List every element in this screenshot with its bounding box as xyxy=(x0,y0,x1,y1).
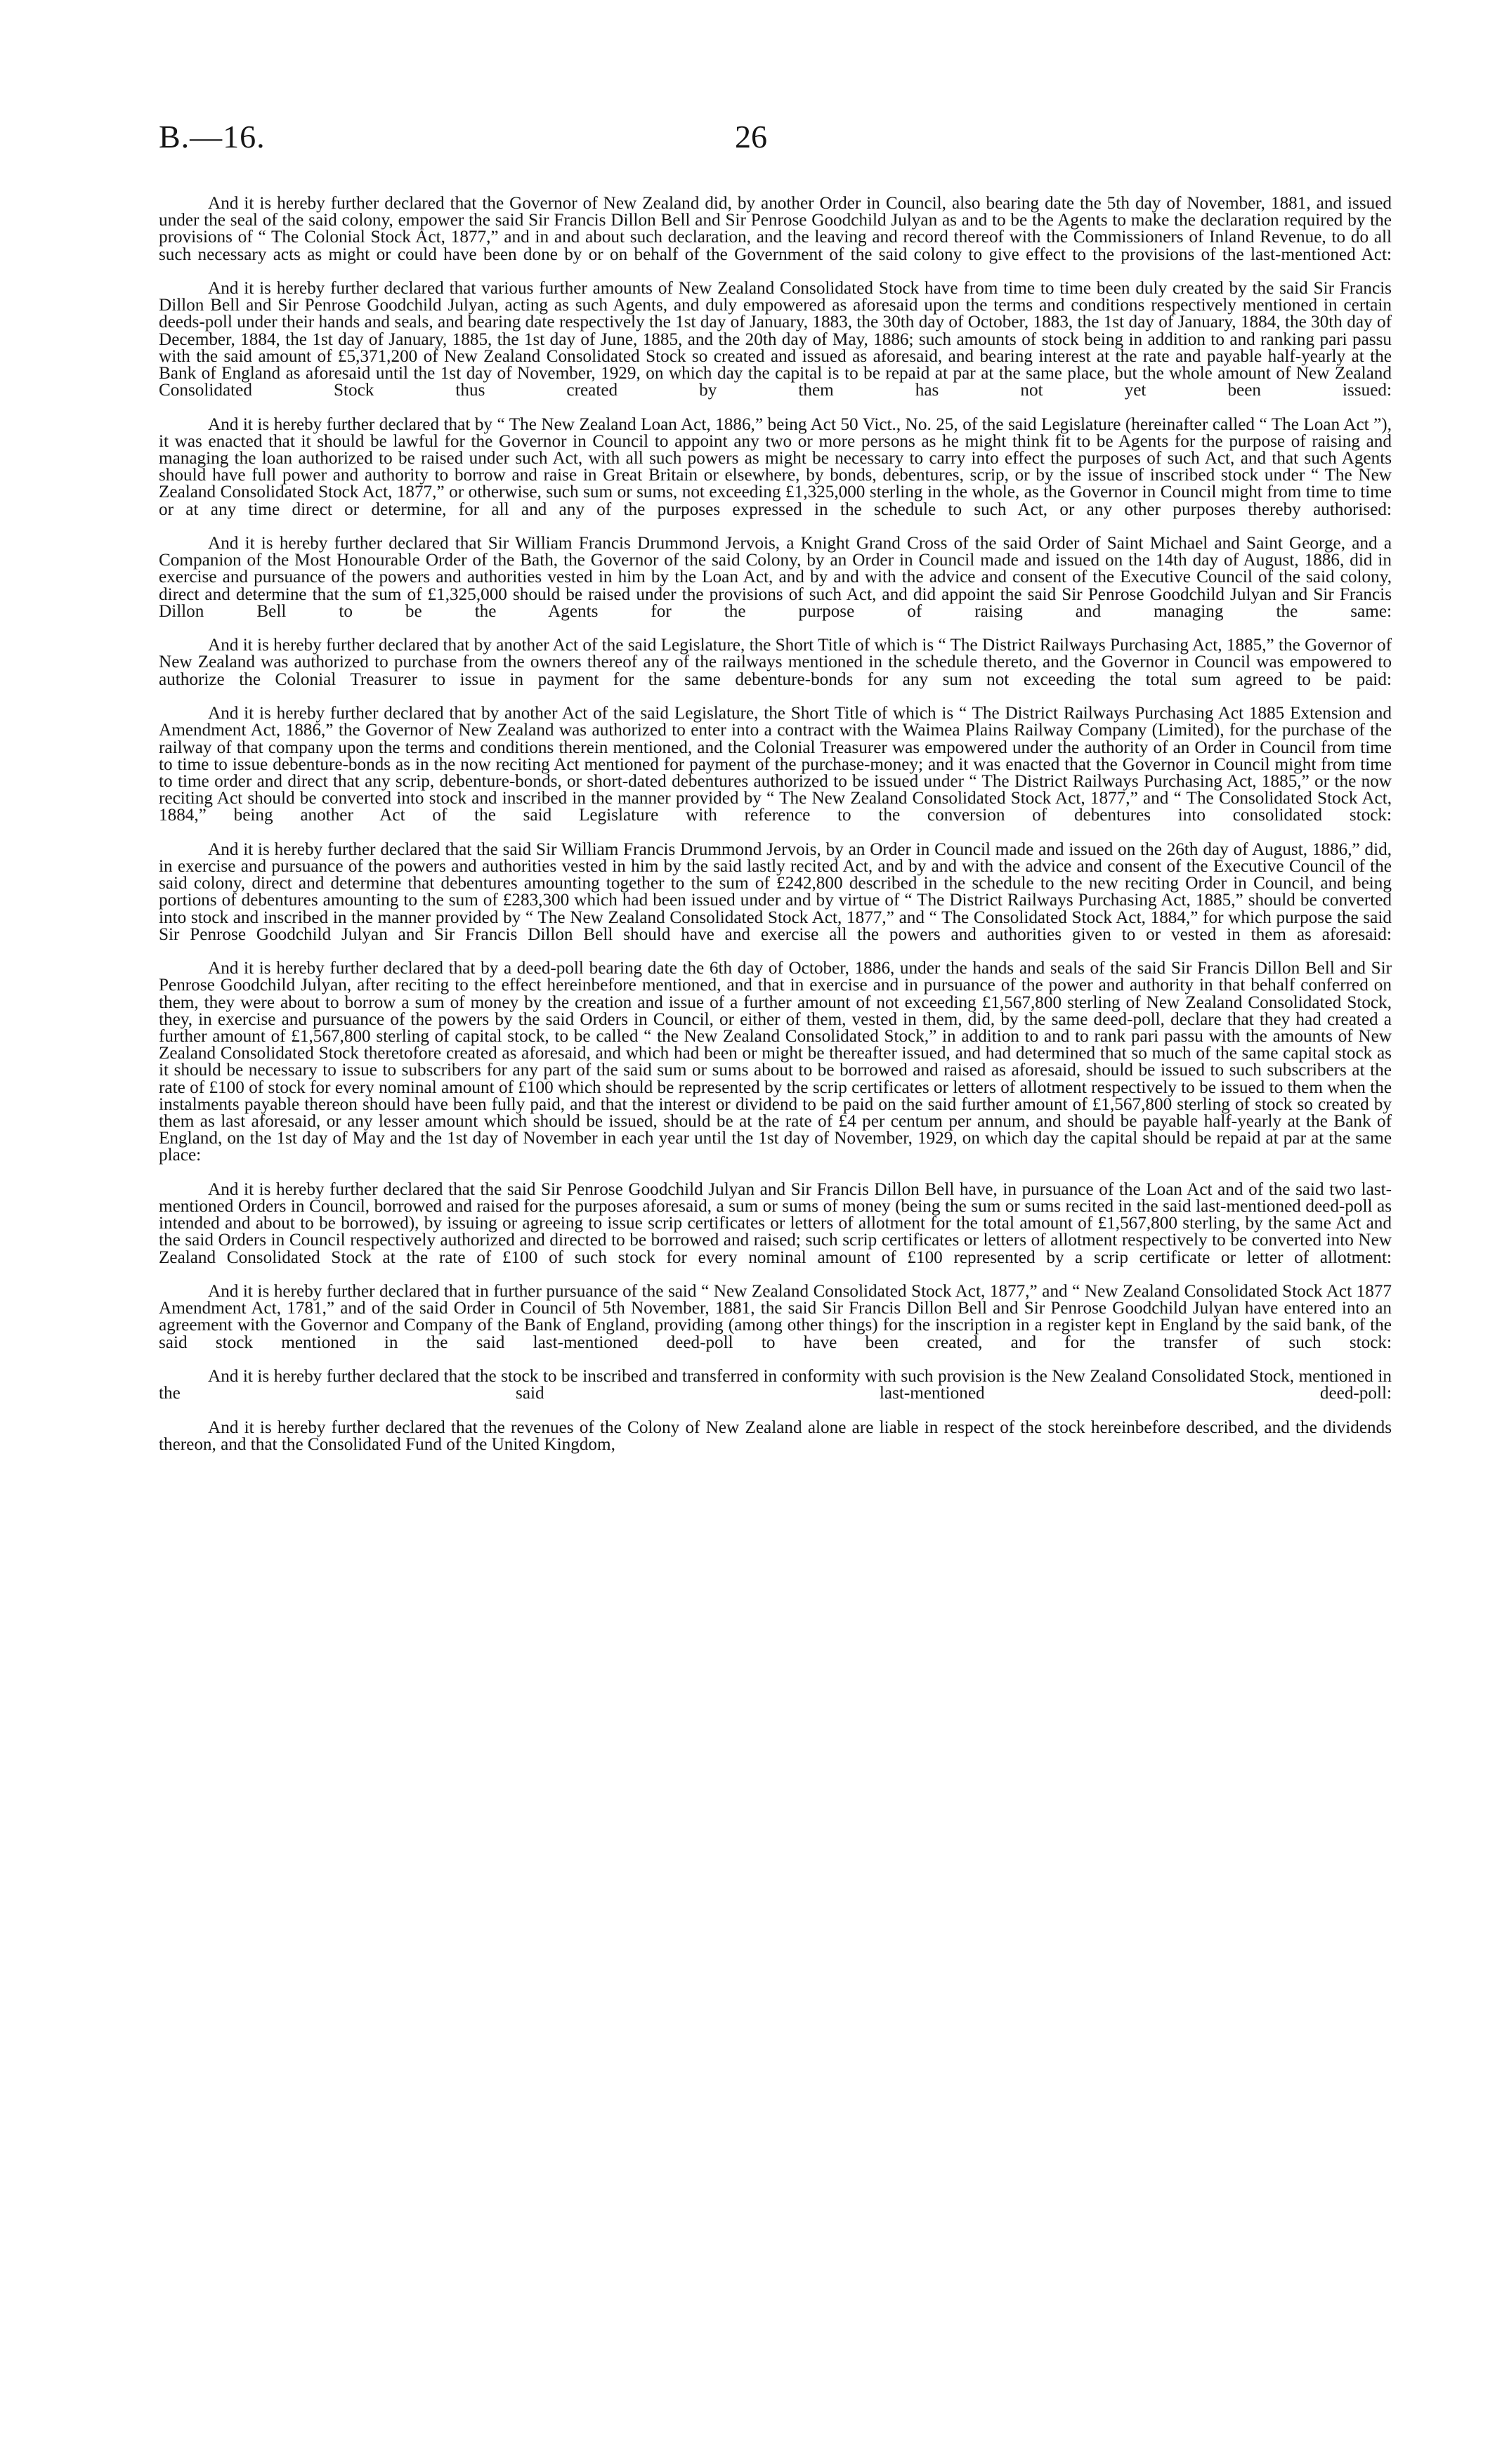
page-number: 26 xyxy=(735,119,767,155)
document-body xyxy=(159,195,1392,1453)
paragraph: And it is hereby further declared that Sir William Francis Drummond Jervois, a Knight Grand Cross of the said Order of Saint Michael and Saint George, and a Companion of the Most Honourable Order of the Bath, the Governor of the said Colony, by an Order in Council made and issued on the 14th day of August, 1886, did in exercise and pursuance of the powers and authorities vested in him by the Loan Act, and by and with the advice and consent of the Executive Council of the said colony, direct and determine that the sum of £1,325,000 should be raised under the provisions of such Act, and did appoint the said Sir Penrose Goodchild Julyan and Sir Francis Dillon Bell to be the Agents for the purpose of raising and managing the same: xyxy=(159,534,1392,621)
paragraph: And it is hereby further declared that by another Act of the said Legislature, the Short Title of which is “ The District Railways Purchasing Act, 1885,” the Governor of New Zealand was authorized to purchase from the owners thereof any of the railways mentioned in the schedule thereto, and the Governor in Council was empowered to authorize the Colonial Treasurer to issue in payment for the same debenture-bonds for any sum not exceeding the total sum agreed to be paid: xyxy=(159,636,1392,689)
page-header xyxy=(159,118,1343,160)
paragraph: And it is hereby further declared that by a deed-poll bearing date the 6th day of October, 1886, under the hands and seals of the said Sir Francis Dillon Bell and Sir Penrose Goodchild Julyan, after reciting to the effect hereinbefore mentioned, and that in exercise and in pursuance of the power and authority in that behalf conferred on them, they were about to borrow a sum of money by the creation and issue of a further amount of not exceeding £1,567,800 sterling of New Zealand Consolidated Stock, they, in exercise and pursuance of the powers by the said Orders in Council, or either of them, vested in them, did, by the same deed-poll, declare that they had created a further amount of £1,567,800 sterling of capital stock, to be called “ the New Zealand Consolidated Stock,” in addition to and to rank pari passu with the amounts of New Zealand Consolidated Stock theretofore created as aforesaid, and which had been or might be thereafter issued, and had determined that so much of the same capital stock as it should be necessary to issue to subscribers for any part of the said sum or sums about to be borrowed and raised as aforesaid, should be issued to such subscribers at the rate of £100 of stock for every nominal amount of £100 which should be represented by the scrip certificates or letters of allotment respectively to be issued to them when the instalments payable thereon should have been fully paid, and that the interest or dividend to be paid on the said further amount of £1,567,800 sterling of stock so created by them as last aforesaid, or any lesser amount which should be issued, should be at the rate of £4 per centum per annum, and should be payable half-yearly at the Bank of England, on the 1st day of May and the 1st day of November in each year until the 1st day of November, 1929, on which day the capital should be repaid at par at the same place: xyxy=(159,959,1392,1165)
document-reference: B.—16. xyxy=(159,119,266,155)
paragraph: And it is hereby further declared that by “ The New Zealand Loan Act, 1886,” being Act 50 Vict., No. 25, of the said Legislature (hereinafter called “ The Loan Act ”), it was enacted that it should be lawful for the Governor in Council to appoint any two or more persons as he might think fit to be Agents for the purpose of raising and managing the loan authorized to be raised under such Act, with all such powers as might be necessary to carry into effect the purposes of such Act, and that such Agents should have full power and authority to borrow and raise in Great Britain or elsewhere, by bonds, debentures, scrip, or by the issue of inscribed stock under “ The New Zealand Consolidated Stock Act, 1877,” or otherwise, such sum or sums, not exceeding £1,325,000 sterling in the whole, as the Governor in Council might from time to time or at any time direct or determine, for all and any of the purposes expressed in the schedule to such Act, or any other purposes thereby authorised: xyxy=(159,414,1392,519)
paragraph: And it is hereby further declared that the Governor of New Zealand did, by another Order in Council, also bearing date the 5th day of November, 1881, and issued under the seal of the said colony, empower the said Sir Francis Dillon Bell and Sir Penrose Goodchild Julyan as and to be the Agents to make the declaration required by the provisions of “ The Colonial Stock Act, 1877,” and in and about such declaration, and the leaving and record thereof with the Commissioners of Inland Revenue, to do all such necessary acts as might or could have been done by or on behalf of the Government of the said colony to give effect to the provisions of the last-mentioned Act: xyxy=(159,194,1392,264)
paragraph: And it is hereby further declared that various further amounts of New Zealand Consolidated Stock have from time to time been duly created by the said Sir Francis Dillon Bell and Sir Penrose Goodchild Julyan, acting as such Agents, and duly empowered as aforesaid upon the terms and conditions respectively mentioned in certain deeds-poll under their hands and seals, and bearing date respectively the 1st day of January, 1883, the 30th day of October, 1883, the 1st day of January, 1884, the 30th day of December, 1884, the 1st day of January, 1885, the 1st day of June, 1885, and the 20th day of May, 1886; such amounts of stock being in addition to and ranking pari passu with the said amount of £5,371,200 of New Zealand Consolidated Stock so created and issued as aforesaid, and bearing interest at the rate and payable half-yearly at the Bank of England as aforesaid until the 1st day of November, 1929, on which day the capital is to be repaid at par at the same place, but the whole amount of New Zealand Consolidated Stock thus created by them has not yet been issued: xyxy=(159,279,1392,400)
paragraph: And it is hereby further declared that by another Act of the said Legislature, the Short Title of which is “ The District Railways Purchasing Act 1885 Extension and Amendment Act, 1886,” the Governor of New Zealand was authorized to enter into a contract with the Waimea Plains Railway Company (Limited), for the purchase of the railway of that company upon the terms and conditions therein mentioned, and the Colonial Treasurer was empowered under the authority of an Order in Council from time to time to issue debenture-bonds as in the now reciting Act mentioned for payment of the purchase-money; and it was enacted that the Governor in Council might from time to time order and direct that any scrip, debenture-bonds, or short-dated debentures authorized to be issued under “ The District Railways Purchasing Act, 1885,” or the now reciting Act should be converted into stock and inscribed in the manner provided by “ The New Zealand Consolidated Stock Act, 1877,” and “ The Consolidated Stock Act, 1884,” being another Act of the said Legislature with reference to the conversion of debentures into consolidated stock: xyxy=(159,704,1392,825)
paragraph: And it is hereby further declared that in further pursuance of the said “ New Zealand Consolidated Stock Act, 1877,” and “ New Zealand Consolidated Stock Act 1877 Amendment Act, 1781,” and of the said Order in Council of 5th November, 1881, the said Sir Francis Dillon Bell and Sir Penrose Goodchild Julyan have entered into an agreement with the Governor and Company of the Bank of England, providing (among other things) for the inscription in a register kept in England by the said bank, of the said stock mentioned in the said last-mentioned deed-poll to have been created, and for the transfer of such stock: xyxy=(159,1282,1392,1352)
paragraph: And it is hereby further declared that the said Sir William Francis Drummond Jervois, by an Order in Council made and issued on the 26th day of August, 1886,” did, in exercise and pursuance of the powers and authorities vested in him by the said lastly recited Act, and by and with the advice and consent of the Executive Council of the said colony, direct and determine that debentures amounting together to the sum of £242,800 described in the schedule to the new reciting Order in Council, and being portions of debentures amounting to the sum of £283,300 which had been issued under and by virtue of “ The District Railways Purchasing Act, 1885,” should be converted into stock and inscribed in the manner provided by “ The New Zealand Consolidated Stock Act, 1877,” and “ The Consolidated Stock Act, 1884,” for which purpose the said Sir Penrose Goodchild Julyan and Sir Francis Dillon Bell should have and exercise all the powers and authorities given to or vested in them as aforesaid: xyxy=(159,839,1392,944)
paragraph: And it is hereby further declared that the stock to be inscribed and transferred in conformity with such provision is the New Zealand Consolidated Stock, mentioned in the said last-mentioned deed-poll: xyxy=(159,1367,1392,1403)
paragraph: And it is hereby further declared that the said Sir Penrose Goodchild Julyan and Sir Francis Dillon Bell have, in pursuance of the Loan Act and of the said two last-mentioned Orders in Council, borrowed and raised for the purposes aforesaid, a sum or sums of money (being the sum or sums recited in the said last-mentioned deed-poll as intended and about to be borrowed), by issuing or agreeing to issue scrip certificates or letters of allotment for the total amount of £1,567,800 sterling, by the same Act and the said Orders in Council respectively authorized and directed to be borrowed and raised; such scrip certificates or letters of allotment respectively to be converted into New Zealand Consolidated Stock at the rate of £100 of such stock for every nominal amount of £100 represented by a scrip certificate or letter of allotment: xyxy=(159,1179,1392,1267)
paragraph: And it is hereby further declared that the revenues of the Colony of New Zealand alone are liable in respect of the stock hereinbefore described, and the dividends thereon, and that the Consolidated Fund of the United Kingdom, xyxy=(159,1417,1392,1454)
